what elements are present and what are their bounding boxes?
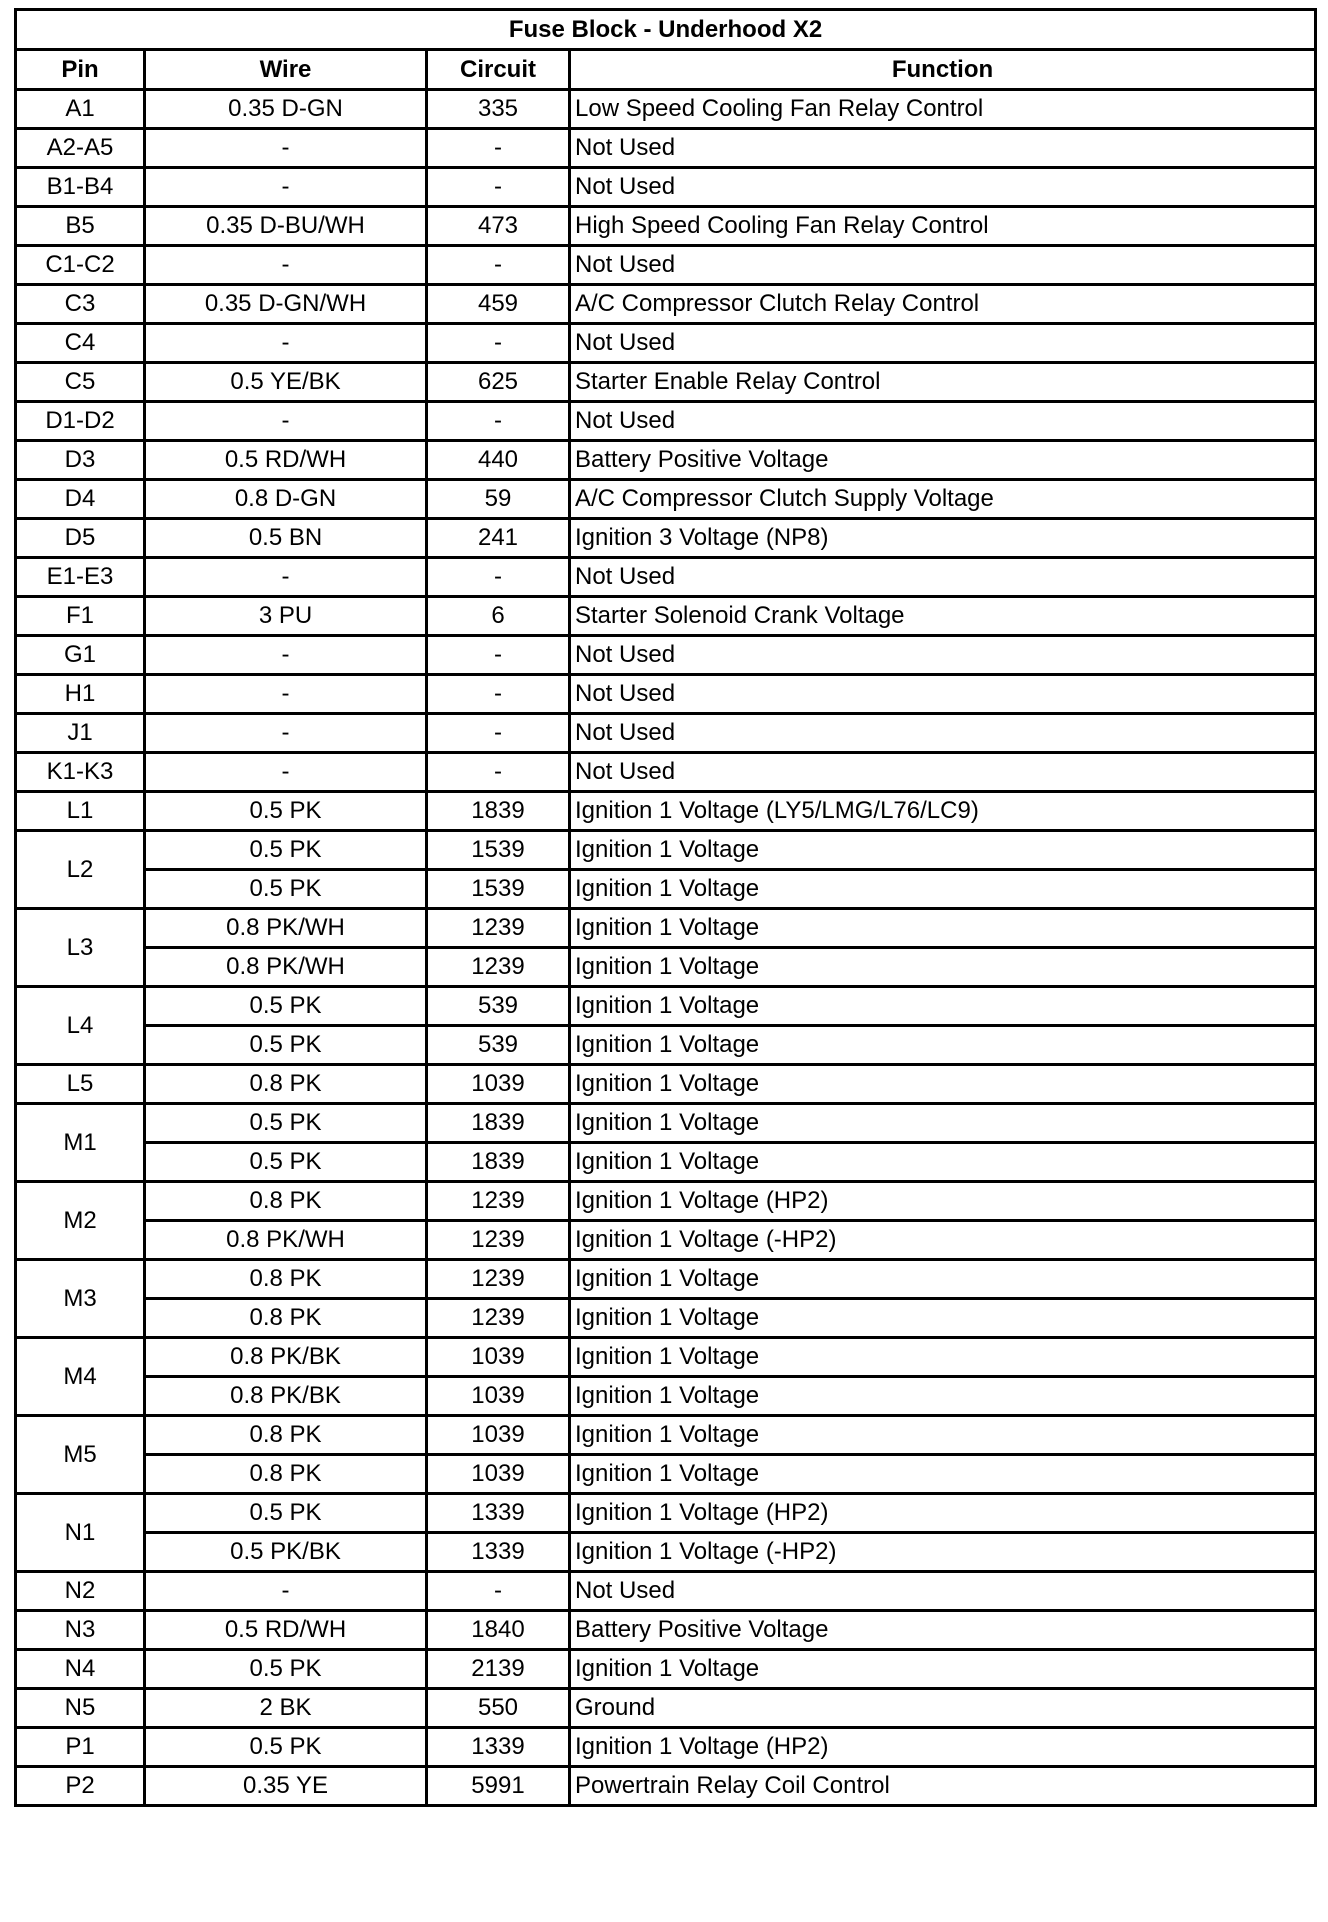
table-row xyxy=(16,168,1316,207)
circuit-cell: - xyxy=(427,636,570,675)
function-cell: Not Used xyxy=(570,675,1316,714)
header-function: Function xyxy=(570,50,1316,90)
table-row xyxy=(16,1143,1316,1182)
function-cell: Ignition 3 Voltage (NP8) xyxy=(570,519,1316,558)
function-cell: Ignition 1 Voltage (LY5/LMG/L76/LC9) xyxy=(570,792,1316,831)
circuit-cell: - xyxy=(427,168,570,207)
function-cell: A/C Compressor Clutch Relay Control xyxy=(570,285,1316,324)
wire-cell: 0.5 RD/WH xyxy=(145,441,427,480)
function-cell: Ignition 1 Voltage xyxy=(570,1026,1316,1065)
table-row xyxy=(16,285,1316,324)
function-cell: Not Used xyxy=(570,753,1316,792)
wire-cell: 3 PU xyxy=(145,597,427,636)
wire-cell: 0.8 PK xyxy=(145,1182,427,1221)
table-row xyxy=(16,246,1316,285)
header-pin: Pin xyxy=(16,50,145,90)
circuit-cell: 1839 xyxy=(427,792,570,831)
wire-cell: 0.8 PK/BK xyxy=(145,1377,427,1416)
circuit-cell: 1039 xyxy=(427,1065,570,1104)
wire-cell: - xyxy=(145,753,427,792)
pin-cell: C1-C2 xyxy=(16,246,145,285)
pin-cell: L5 xyxy=(16,1065,145,1104)
pin-cell: J1 xyxy=(16,714,145,753)
pin-cell: N4 xyxy=(16,1650,145,1689)
wire-cell: - xyxy=(145,324,427,363)
wire-cell: 0.5 PK xyxy=(145,870,427,909)
function-cell: Not Used xyxy=(570,324,1316,363)
function-cell: Ignition 1 Voltage xyxy=(570,1299,1316,1338)
circuit-cell: 539 xyxy=(427,1026,570,1065)
circuit-cell: 473 xyxy=(427,207,570,246)
pin-cell: C5 xyxy=(16,363,145,402)
function-cell: Low Speed Cooling Fan Relay Control xyxy=(570,90,1316,129)
header-wire: Wire xyxy=(145,50,427,90)
circuit-cell: 1539 xyxy=(427,870,570,909)
function-cell: Ignition 1 Voltage xyxy=(570,1338,1316,1377)
circuit-cell: - xyxy=(427,558,570,597)
table-row xyxy=(16,207,1316,246)
wire-cell: 0.8 PK xyxy=(145,1065,427,1104)
pin-cell: A2-A5 xyxy=(16,129,145,168)
wire-cell: 0.5 PK xyxy=(145,1650,427,1689)
circuit-cell: - xyxy=(427,246,570,285)
wire-cell: 0.5 PK xyxy=(145,1494,427,1533)
function-cell: Ignition 1 Voltage xyxy=(570,1104,1316,1143)
wire-cell: - xyxy=(145,129,427,168)
wire-cell: - xyxy=(145,246,427,285)
function-cell: Not Used xyxy=(570,1572,1316,1611)
wire-cell: 0.8 PK xyxy=(145,1260,427,1299)
table-row xyxy=(16,1299,1316,1338)
pinout-table xyxy=(14,8,1317,1807)
pin-cell: B5 xyxy=(16,207,145,246)
function-cell: High Speed Cooling Fan Relay Control xyxy=(570,207,1316,246)
pin-cell: B1-B4 xyxy=(16,168,145,207)
wire-cell: 0.8 PK xyxy=(145,1455,427,1494)
circuit-cell: 5991 xyxy=(427,1767,570,1806)
table-row xyxy=(16,1767,1316,1806)
pin-cell: A1 xyxy=(16,90,145,129)
circuit-cell: 1339 xyxy=(427,1728,570,1767)
title-row xyxy=(16,10,1316,50)
circuit-cell: - xyxy=(427,402,570,441)
wire-cell: - xyxy=(145,636,427,675)
pin-cell: D4 xyxy=(16,480,145,519)
table-row xyxy=(16,519,1316,558)
circuit-cell: 1039 xyxy=(427,1338,570,1377)
pin-cell: D5 xyxy=(16,519,145,558)
wire-cell: 2 BK xyxy=(145,1689,427,1728)
pin-cell: N5 xyxy=(16,1689,145,1728)
circuit-cell: 440 xyxy=(427,441,570,480)
circuit-cell: 335 xyxy=(427,90,570,129)
function-cell: Ignition 1 Voltage xyxy=(570,1065,1316,1104)
wire-cell: 0.5 RD/WH xyxy=(145,1611,427,1650)
header-row xyxy=(16,50,1316,90)
circuit-cell: 1239 xyxy=(427,1260,570,1299)
wire-cell: 0.5 BN xyxy=(145,519,427,558)
function-cell: Ignition 1 Voltage (HP2) xyxy=(570,1728,1316,1767)
table-row xyxy=(16,1260,1316,1299)
circuit-cell: 1239 xyxy=(427,1299,570,1338)
table-row xyxy=(16,1611,1316,1650)
circuit-cell: - xyxy=(427,753,570,792)
wire-cell: 0.5 PK xyxy=(145,987,427,1026)
pin-cell: M2 xyxy=(16,1182,145,1260)
circuit-cell: 459 xyxy=(427,285,570,324)
function-cell: Ignition 1 Voltage xyxy=(570,1143,1316,1182)
table-row xyxy=(16,948,1316,987)
table-row xyxy=(16,753,1316,792)
pin-cell: H1 xyxy=(16,675,145,714)
table-row xyxy=(16,1416,1316,1455)
circuit-cell: 1339 xyxy=(427,1533,570,1572)
function-cell: Ignition 1 Voltage xyxy=(570,1377,1316,1416)
wire-cell: 0.8 PK xyxy=(145,1416,427,1455)
function-cell: Battery Positive Voltage xyxy=(570,441,1316,480)
pin-cell: K1-K3 xyxy=(16,753,145,792)
circuit-cell: 539 xyxy=(427,987,570,1026)
pin-cell: M3 xyxy=(16,1260,145,1338)
table-row xyxy=(16,1728,1316,1767)
wire-cell: 0.5 PK xyxy=(145,1104,427,1143)
circuit-cell: 1039 xyxy=(427,1377,570,1416)
pin-cell: F1 xyxy=(16,597,145,636)
circuit-cell: 1039 xyxy=(427,1416,570,1455)
circuit-cell: 1239 xyxy=(427,909,570,948)
function-cell: Starter Solenoid Crank Voltage xyxy=(570,597,1316,636)
table-row xyxy=(16,792,1316,831)
table-row xyxy=(16,1494,1316,1533)
table-row xyxy=(16,909,1316,948)
pin-cell: D1-D2 xyxy=(16,402,145,441)
wire-cell: 0.8 PK/WH xyxy=(145,1221,427,1260)
wire-cell: 0.8 D-GN xyxy=(145,480,427,519)
table-row xyxy=(16,1377,1316,1416)
wire-cell: - xyxy=(145,675,427,714)
pin-cell: L4 xyxy=(16,987,145,1065)
function-cell: Ignition 1 Voltage xyxy=(570,1455,1316,1494)
circuit-cell: 1339 xyxy=(427,1494,570,1533)
table-row xyxy=(16,1065,1316,1104)
wire-cell: 0.5 PK/BK xyxy=(145,1533,427,1572)
pin-cell: M4 xyxy=(16,1338,145,1416)
wire-cell: 0.5 YE/BK xyxy=(145,363,427,402)
table-row xyxy=(16,1104,1316,1143)
table-row xyxy=(16,1533,1316,1572)
header-circuit: Circuit xyxy=(427,50,570,90)
table-row xyxy=(16,480,1316,519)
table-row xyxy=(16,1221,1316,1260)
circuit-cell: 1839 xyxy=(427,1143,570,1182)
circuit-cell: 1039 xyxy=(427,1455,570,1494)
function-cell: Powertrain Relay Coil Control xyxy=(570,1767,1316,1806)
pin-cell: N1 xyxy=(16,1494,145,1572)
pin-cell: L3 xyxy=(16,909,145,987)
circuit-cell: 1239 xyxy=(427,1221,570,1260)
function-cell: Not Used xyxy=(570,246,1316,285)
function-cell: Ignition 1 Voltage xyxy=(570,1260,1316,1299)
wire-cell: 0.35 D-GN/WH xyxy=(145,285,427,324)
circuit-cell: 1839 xyxy=(427,1104,570,1143)
table-row xyxy=(16,1455,1316,1494)
circuit-cell: 1840 xyxy=(427,1611,570,1650)
wire-cell: 0.5 PK xyxy=(145,1728,427,1767)
wire-cell: 0.35 YE xyxy=(145,1767,427,1806)
table-row xyxy=(16,597,1316,636)
table-row xyxy=(16,363,1316,402)
function-cell: Not Used xyxy=(570,402,1316,441)
wire-cell: - xyxy=(145,402,427,441)
function-cell: Ignition 1 Voltage (HP2) xyxy=(570,1494,1316,1533)
pin-cell: M5 xyxy=(16,1416,145,1494)
function-cell: Ignition 1 Voltage xyxy=(570,987,1316,1026)
table-row xyxy=(16,1182,1316,1221)
table-row xyxy=(16,1650,1316,1689)
function-cell: Not Used xyxy=(570,558,1316,597)
function-cell: Not Used xyxy=(570,168,1316,207)
table-row xyxy=(16,870,1316,909)
wire-cell: 0.8 PK xyxy=(145,1299,427,1338)
function-cell: Not Used xyxy=(570,714,1316,753)
table-row xyxy=(16,1026,1316,1065)
function-cell: Ignition 1 Voltage xyxy=(570,870,1316,909)
wire-cell: 0.5 PK xyxy=(145,831,427,870)
circuit-cell: - xyxy=(427,675,570,714)
wire-cell: 0.5 PK xyxy=(145,1026,427,1065)
circuit-cell: 241 xyxy=(427,519,570,558)
table-row xyxy=(16,1689,1316,1728)
wire-cell: 0.8 PK/WH xyxy=(145,948,427,987)
circuit-cell: 1539 xyxy=(427,831,570,870)
wire-cell: 0.8 PK/WH xyxy=(145,909,427,948)
circuit-cell: - xyxy=(427,129,570,168)
pin-cell: P1 xyxy=(16,1728,145,1767)
function-cell: Ignition 1 Voltage xyxy=(570,831,1316,870)
table-row xyxy=(16,987,1316,1026)
table-row xyxy=(16,1338,1316,1377)
wire-cell: - xyxy=(145,1572,427,1611)
circuit-cell: 6 xyxy=(427,597,570,636)
circuit-cell: 1239 xyxy=(427,948,570,987)
function-cell: Ground xyxy=(570,1689,1316,1728)
function-cell: Ignition 1 Voltage xyxy=(570,909,1316,948)
table-row xyxy=(16,324,1316,363)
pin-cell: P2 xyxy=(16,1767,145,1806)
function-cell: A/C Compressor Clutch Supply Voltage xyxy=(570,480,1316,519)
pin-cell: C4 xyxy=(16,324,145,363)
function-cell: Ignition 1 Voltage (HP2) xyxy=(570,1182,1316,1221)
table-row xyxy=(16,831,1316,870)
table-row xyxy=(16,636,1316,675)
pin-cell: C3 xyxy=(16,285,145,324)
table-row xyxy=(16,558,1316,597)
table-row xyxy=(16,402,1316,441)
function-cell: Ignition 1 Voltage xyxy=(570,1650,1316,1689)
pin-cell: M1 xyxy=(16,1104,145,1182)
function-cell: Not Used xyxy=(570,129,1316,168)
table-row xyxy=(16,1572,1316,1611)
function-cell: Battery Positive Voltage xyxy=(570,1611,1316,1650)
wire-cell: 0.5 PK xyxy=(145,792,427,831)
circuit-cell: 59 xyxy=(427,480,570,519)
circuit-cell: 625 xyxy=(427,363,570,402)
circuit-cell: - xyxy=(427,714,570,753)
pin-cell: L2 xyxy=(16,831,145,909)
table-row xyxy=(16,129,1316,168)
table-title: Fuse Block - Underhood X2 xyxy=(16,10,1316,50)
function-cell: Not Used xyxy=(570,636,1316,675)
connector-table-sheet xyxy=(14,8,1314,1807)
wire-cell: - xyxy=(145,558,427,597)
function-cell: Ignition 1 Voltage xyxy=(570,948,1316,987)
circuit-cell: 550 xyxy=(427,1689,570,1728)
circuit-cell: - xyxy=(427,1572,570,1611)
pin-cell: L1 xyxy=(16,792,145,831)
table-body xyxy=(16,90,1316,1806)
pin-cell: G1 xyxy=(16,636,145,675)
circuit-cell: 2139 xyxy=(427,1650,570,1689)
wire-cell: 0.5 PK xyxy=(145,1143,427,1182)
table-row xyxy=(16,714,1316,753)
pin-cell: N3 xyxy=(16,1611,145,1650)
function-cell: Ignition 1 Voltage (-HP2) xyxy=(570,1221,1316,1260)
wire-cell: 0.8 PK/BK xyxy=(145,1338,427,1377)
pin-cell: N2 xyxy=(16,1572,145,1611)
table-row xyxy=(16,90,1316,129)
wire-cell: 0.35 D-BU/WH xyxy=(145,207,427,246)
table-row xyxy=(16,675,1316,714)
pin-cell: E1-E3 xyxy=(16,558,145,597)
function-cell: Starter Enable Relay Control xyxy=(570,363,1316,402)
wire-cell: - xyxy=(145,168,427,207)
circuit-cell: - xyxy=(427,324,570,363)
pin-cell: D3 xyxy=(16,441,145,480)
wire-cell: - xyxy=(145,714,427,753)
table-row xyxy=(16,441,1316,480)
function-cell: Ignition 1 Voltage (-HP2) xyxy=(570,1533,1316,1572)
function-cell: Ignition 1 Voltage xyxy=(570,1416,1316,1455)
circuit-cell: 1239 xyxy=(427,1182,570,1221)
wire-cell: 0.35 D-GN xyxy=(145,90,427,129)
